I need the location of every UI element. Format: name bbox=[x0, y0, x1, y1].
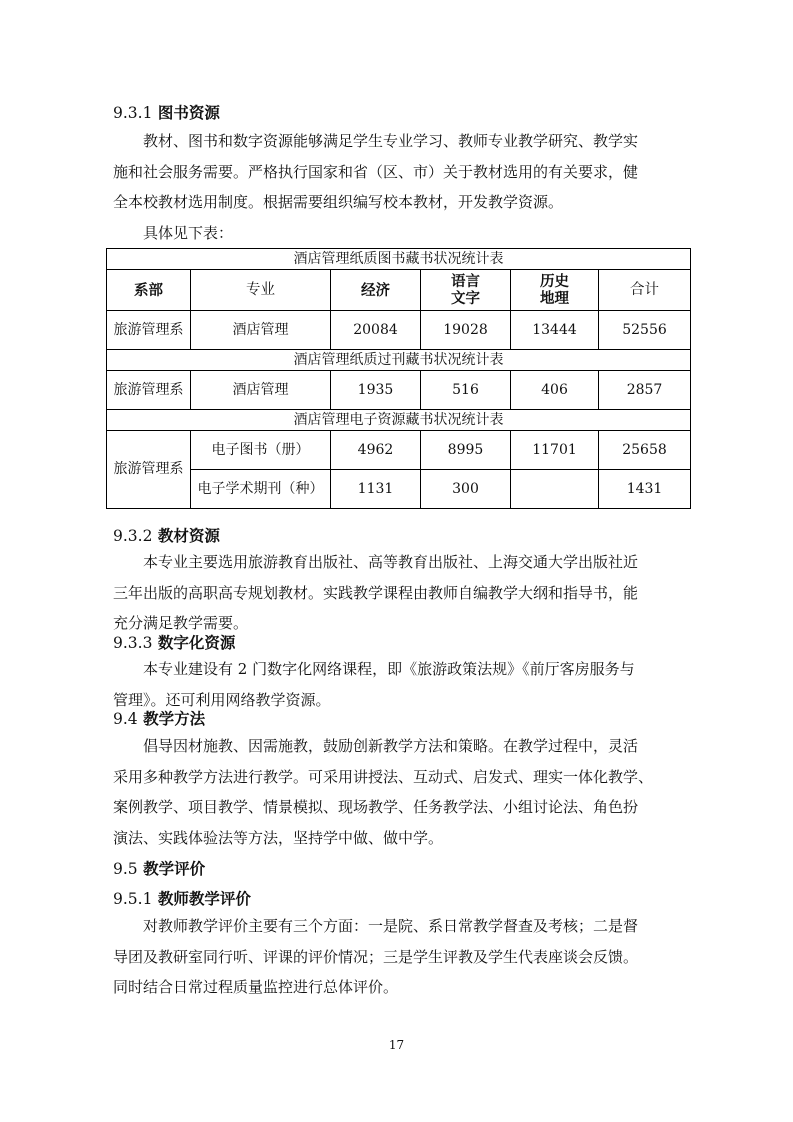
cell-total: 2857 bbox=[599, 371, 691, 410]
header-dept: 系部 bbox=[107, 270, 191, 311]
section-number: 9.5.1 bbox=[113, 890, 153, 908]
section-number: 9.3.2 bbox=[113, 527, 153, 545]
paragraph-digital-resources bbox=[113, 654, 691, 715]
text-line: 管理》。还可利用网络教学资源。 bbox=[113, 690, 331, 709]
text-line: 施和社会服务需要。严格执行国家和省（区、市）关于教材选用的有关要求，健 bbox=[113, 162, 639, 181]
cell-value: 406 bbox=[511, 371, 599, 410]
resource-statistics-table bbox=[106, 248, 691, 509]
text-line: 充分满足教学需要。 bbox=[113, 614, 249, 632]
text-line: 对教师教学评价主要有三个方面：一是院、系日常教学督查及考核；二是督 bbox=[143, 917, 639, 935]
section-heading-9-3-2 bbox=[113, 526, 220, 546]
cell-total: 25658 bbox=[599, 431, 691, 470]
cell-value: 1131 bbox=[331, 470, 421, 509]
header-language: 语言 文字 bbox=[421, 270, 511, 311]
header-history: 历史 地理 bbox=[511, 270, 599, 311]
section-title: 教师教学评价 bbox=[157, 889, 251, 908]
cell-value: 20084 bbox=[331, 311, 421, 350]
table-row bbox=[107, 311, 691, 350]
table-row bbox=[107, 431, 691, 470]
table-title-books: 酒店管理纸质图书藏书状况统计表 bbox=[107, 249, 691, 270]
paragraph-teacher-evaluation bbox=[113, 911, 691, 1003]
cell-value: 8995 bbox=[421, 431, 511, 470]
text-line: 全本校教材选用制度。根据需要组织编写校本教材，开发教学资源。 bbox=[113, 193, 564, 211]
cell-value: 19028 bbox=[421, 311, 511, 350]
table-title-electronic: 酒店管理电子资源藏书状况统计表 bbox=[107, 410, 691, 431]
cell-value bbox=[511, 470, 599, 509]
section-title: 教学评价 bbox=[143, 859, 206, 878]
text-line: 演法、实践体验法等方法，坚持学中做、做中学。 bbox=[113, 828, 444, 847]
section-heading-9-5 bbox=[113, 859, 205, 879]
cell-major: 酒店管理 bbox=[191, 371, 331, 410]
text-line: 三年出版的高职高专规划教材。实践教学课程由教师自编教学大纲和指导书，能 bbox=[113, 583, 639, 602]
section-heading-9-4 bbox=[113, 709, 205, 729]
text-line: 倡导因材施教、因需施教，鼓励创新教学方法和策略。在教学过程中，灵活 bbox=[143, 737, 639, 755]
text-line: 导团及教研室同行听、评课的评价情况；三是学生评教及学生代表座谈会反馈。 bbox=[113, 947, 639, 966]
section-heading-9-5-1 bbox=[113, 889, 251, 909]
text-line: 具体见下表： bbox=[143, 223, 234, 242]
section-title: 教材资源 bbox=[157, 526, 220, 545]
section-number: 9.5 bbox=[113, 860, 138, 878]
table-row bbox=[107, 470, 691, 509]
header-major: 专业 bbox=[191, 270, 331, 311]
text-line: 采用多种教学方法进行教学。可采用讲授法、互动式、启发式、理实一体化教学、 bbox=[113, 767, 654, 786]
text-line: 案例教学、项目教学、情景模拟、现场教学、任务教学法、小组讨论法、角色扮 bbox=[113, 798, 639, 816]
text-line: 教材、图书和数字资源能够满足学生专业学习、教师专业教学研究、教学实 bbox=[143, 132, 639, 150]
text-line: 同时结合日常过程质量监控进行总体评价。 bbox=[113, 978, 399, 996]
section-heading-9-3-3 bbox=[113, 633, 235, 653]
table-header-row bbox=[107, 270, 691, 311]
section-number: 9.3.1 bbox=[113, 104, 153, 122]
section-title: 图书资源 bbox=[157, 103, 220, 122]
cell-value: 516 bbox=[421, 371, 511, 410]
paragraph-textbook-resources bbox=[113, 547, 691, 639]
page-number: 17 bbox=[388, 1038, 405, 1052]
section-title: 数字化资源 bbox=[157, 633, 236, 652]
cell-value: 1935 bbox=[331, 371, 421, 410]
paragraph-teaching-methods bbox=[113, 731, 691, 853]
header-economics: 经济 bbox=[331, 270, 421, 311]
header-total: 合计 bbox=[599, 270, 691, 311]
cell-total: 52556 bbox=[599, 311, 691, 350]
text-line: 本专业建设有 2 门数字化网络课程，即《旅游政策法规》《前厅客房服务与 bbox=[143, 660, 635, 678]
cell-value: 300 bbox=[421, 470, 511, 509]
cell-major: 酒店管理 bbox=[191, 311, 331, 350]
table-title-periodicals: 酒店管理纸质过刊藏书状况统计表 bbox=[107, 350, 691, 371]
cell-dept: 旅游管理系 bbox=[107, 371, 191, 410]
cell-major: 电子学术期刊（种） bbox=[191, 470, 331, 509]
section-heading-9-3-1 bbox=[113, 103, 220, 123]
section-title: 教学方法 bbox=[143, 709, 206, 728]
cell-value: 11701 bbox=[511, 431, 599, 470]
paragraph-book-resources bbox=[113, 126, 691, 248]
cell-total: 1431 bbox=[599, 470, 691, 509]
cell-major: 电子图书（册） bbox=[191, 431, 331, 470]
table-row bbox=[107, 371, 691, 410]
section-number: 9.4 bbox=[113, 710, 138, 728]
cell-value: 4962 bbox=[331, 431, 421, 470]
cell-dept: 旅游管理系 bbox=[107, 311, 191, 350]
section-number: 9.3.3 bbox=[113, 634, 153, 652]
cell-value: 13444 bbox=[511, 311, 599, 350]
cell-dept: 旅游管理系 bbox=[107, 431, 191, 509]
text-line: 本专业主要选用旅游教育出版社、高等教育出版社、上海交通大学出版社近 bbox=[143, 553, 639, 571]
